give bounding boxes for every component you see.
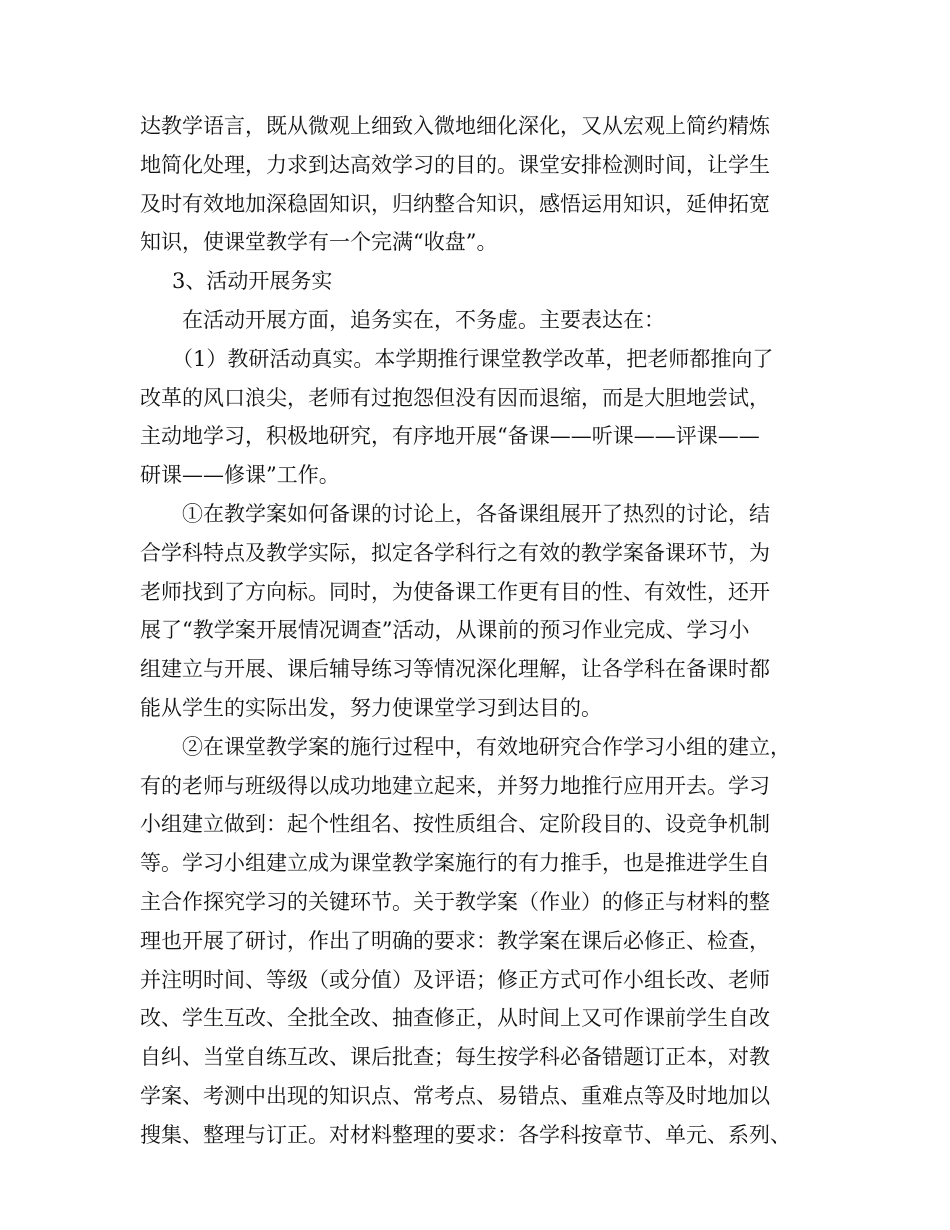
text-line: 合学科特点及教学实际，拟定各学科行之有效的教学案备课环节，为: [140, 540, 770, 565]
text-line: 改、学生互改、全批全改、抽查修正，从时间上又可作课前学生自改: [140, 1006, 770, 1031]
text-line: 知识，使课堂教学有一个完满“收盘”。: [140, 230, 498, 255]
text-line: 达教学语言，既从微观上细致入微地细化深化，又从宏观上简约精炼: [140, 114, 770, 138]
text-line: 等。学习小组建立成为课堂教学案施行的有力推手，也是推进学生自: [140, 851, 770, 876]
text-line: 自纠、当堂自练互改、课后批查；每生按学科必备错题订正本，对教: [140, 1045, 770, 1070]
text-line: 小组建立做到：起个性组名、按性质组合、定阶段目的、设竞争机制: [140, 812, 770, 837]
text-line: 在活动开展方面，追务实在，不务虚。主要表达在：: [182, 307, 665, 332]
text-line: ②在课堂教学案的施行过程中，有效地研究合作学习小组的建立，: [182, 734, 791, 759]
text-line: 理也开展了研讨，作出了明确的要求：教学案在课后必修正、检查，: [140, 928, 770, 953]
section-heading: 3、活动开展务实: [172, 269, 333, 294]
text-line: 搜集、整理与订正。对材料整理的要求：各学科按章节、单元、系列、: [140, 1122, 791, 1147]
text-line: 及时有效地加深稳固知识，归纳整合知识，感悟运用知识，延伸拓宽: [140, 191, 770, 216]
text-line: 展了“教学案开展情况调查”活动，从课前的预习作业完成、学习小: [140, 618, 750, 643]
text-line: 地简化处理，力求到达高效学习的目的。课堂安排检测时间，让学生: [140, 152, 770, 177]
text-line: 并注明时间、等级（或分值）及评语；修正方式可作小组长改、老师: [140, 967, 770, 992]
text-line: 有的老师与班级得以成功地建立起来，并努力地推行应用开去。学习: [140, 773, 770, 798]
text-line: 组建立与开展、课后辅导练习等情况深化理解，让各学科在备课时都: [140, 657, 770, 682]
text-line: （1）教研活动真实。本学期推行课堂教学改革，把老师都推向了: [172, 346, 774, 371]
document-body: [140, 107, 830, 1155]
text-line: 能从学生的实际出发，努力使课堂学习到达目的。: [140, 695, 602, 720]
text-line: 研课——修课”工作。: [140, 463, 340, 488]
text-line: 老师找到了方向标。同时，为使备课工作更有目的性、有效性，还开: [140, 579, 770, 604]
text-line: 主合作探究学习的关键环节。关于教学案（作业）的修正与材料的整: [140, 889, 770, 914]
text-line: 主动地学习，积极地研究，有序地开展“备课——听课——评课——: [140, 424, 760, 449]
text-line: ①在教学案如何备课的讨论上，各备课组展开了热烈的讨论，结: [182, 501, 770, 526]
text-line: 学案、考测中出现的知识点、常考点、易错点、重难点等及时地加以: [140, 1083, 770, 1108]
text-line: 改革的风口浪尖，老师有过抱怨但没有因而退缩，而是大胆地尝试，: [140, 385, 770, 410]
